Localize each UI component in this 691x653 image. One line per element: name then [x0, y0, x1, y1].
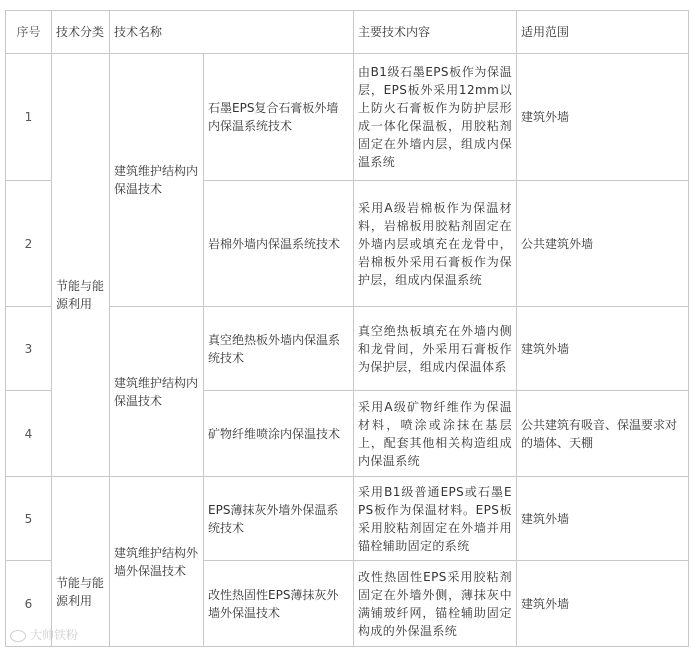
header-no: 序号	[6, 11, 52, 54]
tech-content: 采用B1级普通EPS或石墨EPS板作为保温材料。EPS板采用胶粘剂固定在外墙并用锚栓辅助固定的系统	[354, 477, 517, 561]
header-content: 主要技术内容	[354, 11, 517, 54]
tech-name: 矿物纤维喷涂内保温技术	[204, 391, 354, 477]
watermark	[10, 626, 78, 643]
tech-content: 由B1级石墨EPS板作为保温层，EPS板外采用12mm以上防火石膏板作为防护层形成一体化保温板，用胶粘剂固定在外墙内层，组成内保温系统	[354, 54, 517, 181]
group-cell: 建筑维护结构内保温技术	[110, 307, 204, 477]
row-no: 3	[6, 307, 52, 391]
tech-name: 改性热固性EPS薄抹灰外墙外保温技术	[204, 561, 354, 647]
row-no: 5	[6, 477, 52, 561]
table-row	[6, 477, 689, 561]
table-row	[6, 54, 689, 181]
tech-content: 采用A级矿物纤维作为保温材料，喷涂或涂抹在基层上，配套其他相关构造组成内保温系统	[354, 391, 517, 477]
row-no: 2	[6, 181, 52, 307]
tech-content: 改性热固性EPS采用胶粘剂固定在外墙外侧，薄抹灰中满铺玻纤网，锚栓辅助固定构成的外保温系统	[354, 561, 517, 647]
scope-cell: 建筑外墙	[517, 561, 689, 647]
row-no: 1	[6, 54, 52, 181]
header-row	[6, 11, 689, 54]
row-no: 4	[6, 391, 52, 477]
header-scope: 适用范围	[517, 11, 689, 54]
tech-content: 采用A级岩棉板作为保温材料，岩棉板用胶粘剂固定在外墙内层或填充在龙骨中，岩棉板外采用石膏板作为保护层，组成内保温系统	[354, 181, 517, 307]
group-cell: 建筑维护结构内保温技术	[110, 54, 204, 307]
tech-content: 真空绝热板填充在外墙内侧和龙骨间，外采用石膏板作为保护层，组成内保温体系	[354, 307, 517, 391]
tech-name: EPS薄抹灰外墙外保温系统技术	[204, 477, 354, 561]
tech-name: 岩棉外墙内保温系统技术	[204, 181, 354, 307]
scope-cell: 建筑外墙	[517, 54, 689, 181]
watermark-text: 大帅铁粉	[30, 628, 79, 642]
category-cell: 节能与能源利用	[52, 54, 110, 477]
tech-name: 石墨EPS复合石膏板外墙内保温系统技术	[204, 54, 354, 181]
scope-cell: 建筑外墙	[517, 307, 689, 391]
header-name: 技术名称	[110, 11, 354, 54]
tech-name: 真空绝热板外墙内保温系统技术	[204, 307, 354, 391]
group-cell: 建筑维护结构外墙外保温技术	[110, 477, 204, 647]
category-cell: 节能与能源利用	[52, 477, 110, 647]
scope-cell: 公共建筑有吸音、保温要求对的墙体、天棚	[517, 391, 689, 477]
scope-cell: 建筑外墙	[517, 477, 689, 561]
technology-table	[5, 10, 689, 647]
header-category: 技术分类	[52, 11, 110, 54]
weibo-logo-icon	[10, 630, 26, 642]
scope-cell: 公共建筑外墙	[517, 181, 689, 307]
row-no: 6	[6, 561, 52, 647]
